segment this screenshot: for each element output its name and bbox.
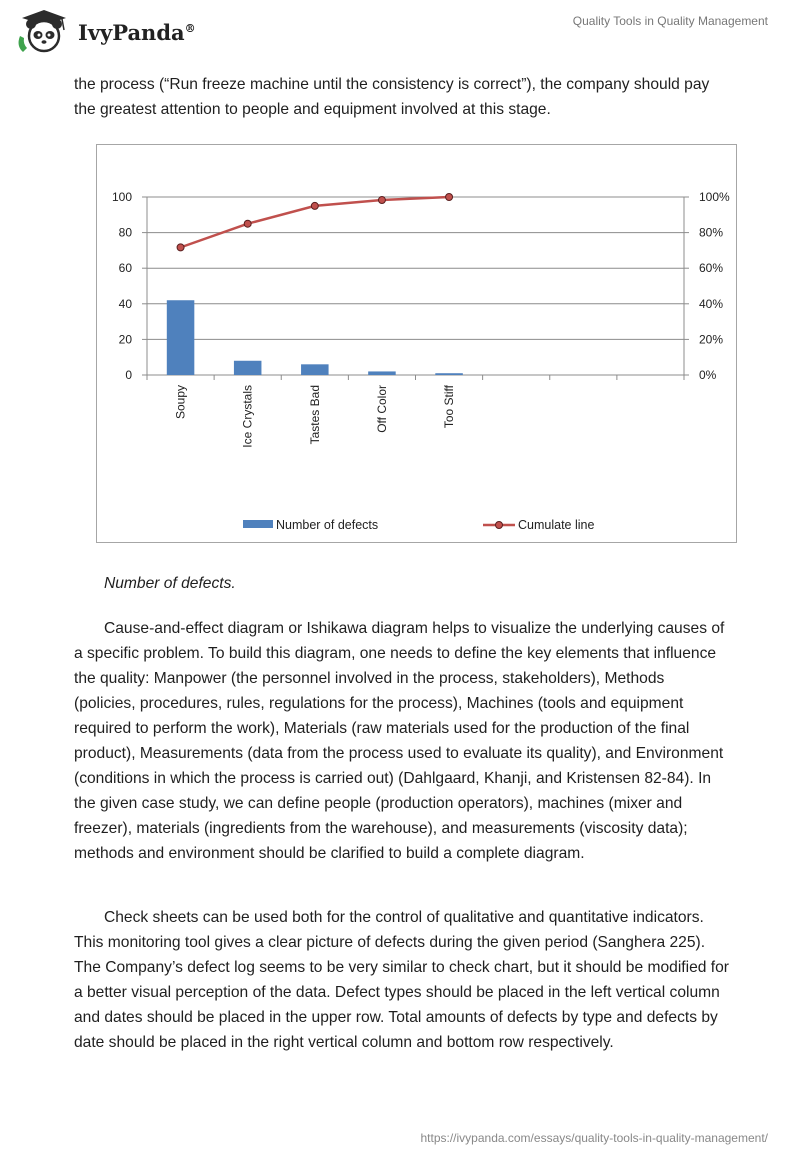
source-url: https://ivypanda.com/essays/quality-tools-in-quality-management/: [420, 1131, 768, 1145]
check-sheets-paragraph: Check sheets can be used both for the control of qualitative and quantitative indicators. This monitoring tool gives a clear picture of defects during the given period (Sanghera 225). The Company’s defect log seems to be very similar to check chart, but it should be modified for a better visual perception of the data. Defect types should be placed in the left vertical column and dates should be placed in the upper row. Total amounts of defects by type and defects by date should be placed in the right vertical column and bottom row respectively.: [74, 909, 729, 1051]
x-tick-label: Too Stiff: [442, 385, 457, 429]
page-header: [0, 0, 800, 60]
chart-caption: Number of defects.: [104, 575, 236, 592]
y-tick-label: 40: [118, 296, 132, 311]
bar: [234, 361, 262, 375]
x-tick-label: Ice Crystals: [240, 385, 255, 448]
x-tick-label: Soupy: [173, 385, 188, 420]
cumulative-point: [446, 194, 453, 201]
y-tick-label: 20: [118, 332, 132, 347]
bar: [167, 300, 195, 375]
bar: [435, 373, 463, 375]
y2-tick-label: 60%: [699, 261, 724, 276]
y2-tick-label: 0%: [699, 368, 717, 382]
bar: [368, 371, 396, 375]
y2-tick-label: 20%: [699, 332, 724, 347]
y2-tick-label: 40%: [699, 296, 724, 311]
legend-bar-swatch: [243, 520, 273, 528]
document-title: Quality Tools in Quality Management: [572, 14, 768, 28]
cumulative-point: [311, 202, 318, 209]
y-tick-label: 60: [118, 261, 132, 276]
legend-bar-label: Number of defects: [276, 518, 379, 532]
legend-line-label: Cumulate line: [518, 518, 595, 532]
ivypanda-logo-icon[interactable]: [14, 8, 74, 54]
cumulative-point: [177, 244, 184, 251]
intro-paragraph: the process (“Run freeze machine until the consistency is correct”), the company should pay the greatest attention to people and equipment involved at this stage.: [74, 76, 710, 118]
x-tick-label: Tastes Bad: [307, 385, 322, 445]
y-tick-label: 0: [125, 368, 132, 382]
bar: [301, 364, 329, 375]
y2-tick-label: 80%: [699, 225, 724, 240]
x-tick-label: Off Color: [374, 385, 389, 433]
cumulative-point: [244, 220, 251, 227]
cumulative-point: [378, 197, 385, 204]
legend-line-marker: [496, 522, 503, 529]
y-tick-label: 80: [118, 225, 132, 240]
y2-tick-label: 100%: [699, 190, 730, 204]
ishikawa-paragraph: Cause-and-effect diagram or Ishikawa diagram helps to visualize the underlying causes of a specific problem. To build this diagram, one needs to define the key elements that influence the quality: Manpower (the personnel involved in the process, stakeholders), Methods (policies, procedures, rules, regulations for the process), Machines (tools and equipment required to perform the work), Materials (raw materials used for the production of the final product), Measurements (data from the process used to evaluate its quality), and Environment (conditions in which the process is carried out) (Dahlgaard, Khanji, and Kristensen 82-84). In the given case study, we can define people (production operators), machines (mixer and freezer), materials (ingredients from the warehouse), and measurements (viscosity data); methods and environment should be clarified to build a complete diagram.: [74, 620, 725, 862]
pareto-chart: [96, 144, 737, 543]
y-tick-label: 100: [111, 190, 132, 204]
brand-name[interactable]: IvyPanda®: [78, 20, 196, 45]
chart-canvas: [97, 145, 736, 542]
